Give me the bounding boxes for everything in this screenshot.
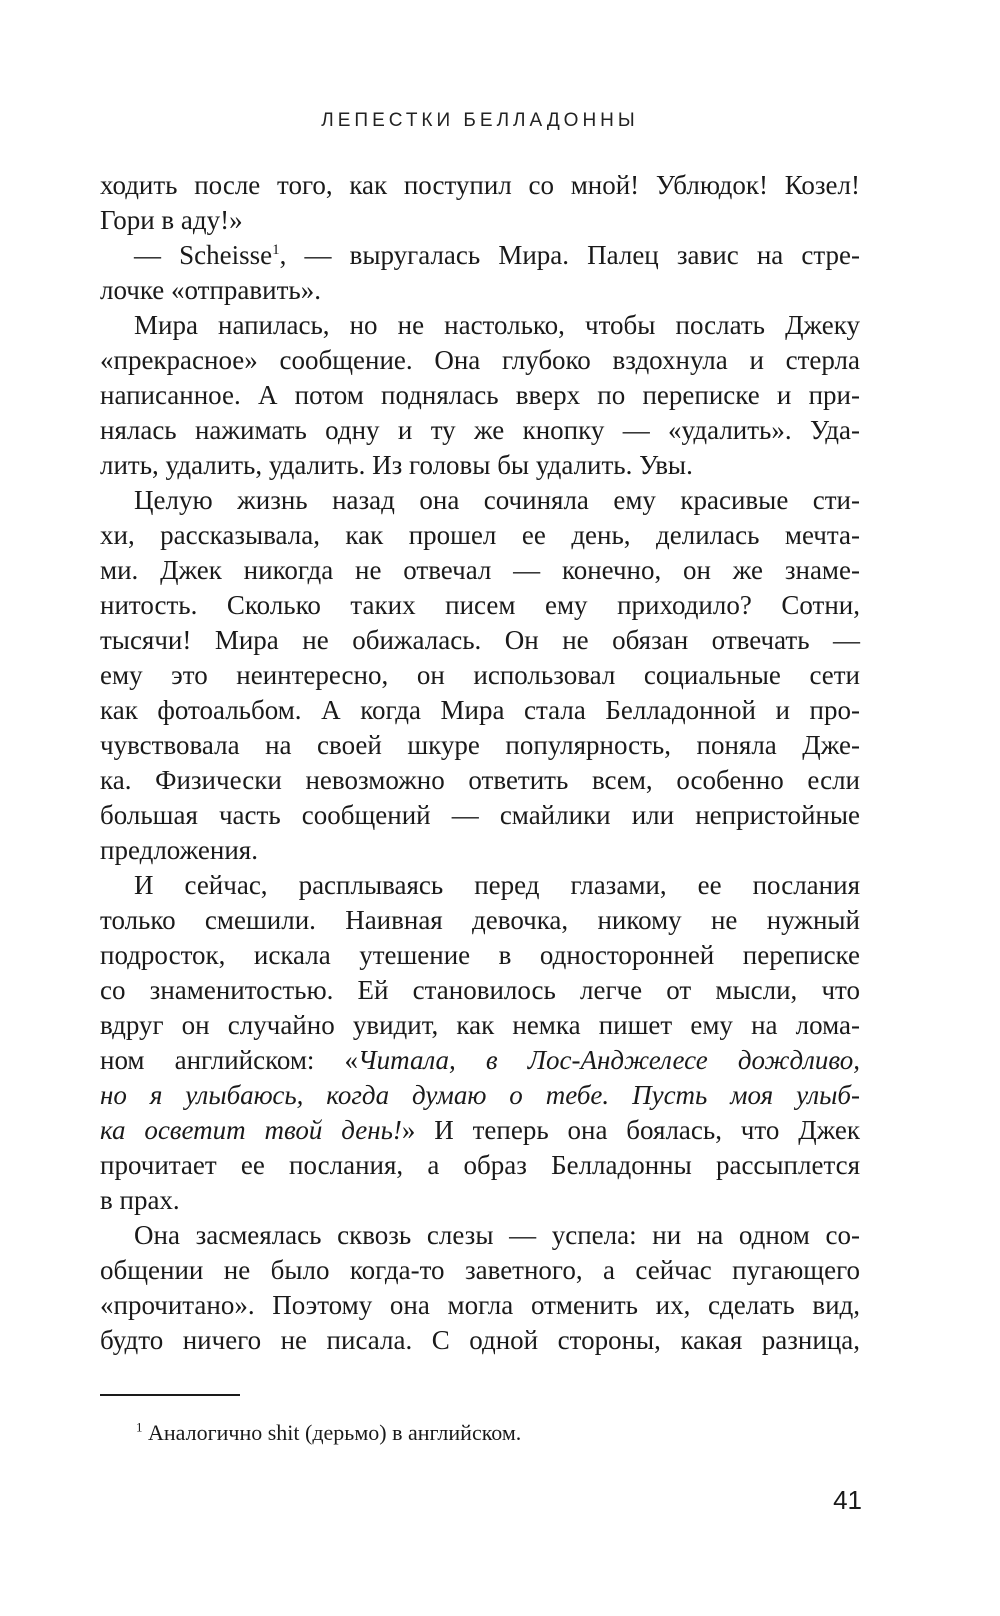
- text-line: Мира напилась, но не настолько, чтобы послать Джеку: [134, 310, 860, 340]
- text-line: ему это неинтересно, он использовал социальные сети: [100, 660, 860, 690]
- text-line: «прекрасное» сообщение. Она глубоко вздохнула и стерла: [100, 345, 860, 375]
- footnote: [136, 1418, 836, 1448]
- quoted-message: но я улыбаюсь, когда думаю о тебе. Пусть моя улыб-: [100, 1080, 860, 1110]
- text-segment: » И теперь она боялась, что Джек: [401, 1115, 861, 1145]
- quoted-message: Читала, в Лос-Анджелесе дождливо,: [358, 1045, 860, 1075]
- text-line: чувствовала на своей шкуре популярность, поняла Дже-: [100, 730, 860, 760]
- text-line: лить, удалить, удалить. Из головы бы удалить. Увы.: [100, 450, 693, 480]
- text-line: [100, 1043, 860, 1078]
- text-line: [100, 1078, 860, 1113]
- text-line: [100, 238, 860, 273]
- text-line: общении не было когда-то заветного, а сейчас пугающего: [100, 1255, 860, 1285]
- text-line: ми. Джек никогда не отвечал — конечно, он же знаме-: [100, 555, 860, 585]
- text-line: Она засмеялась сквозь слезы — успела: ни на одном со-: [134, 1220, 860, 1250]
- text-line: лочке «отправить».: [100, 275, 321, 305]
- text-line: только смешили. Наивная девочка, никому не нужный: [100, 905, 860, 935]
- running-head: ЛЕПЕСТКИ БЕЛЛАДОННЫ: [321, 110, 639, 131]
- dialogue-start: — Scheisse: [134, 240, 273, 270]
- text-line: ходить после того, как поступил со мной! Ублюдок! Козел!: [100, 170, 860, 200]
- text-line: И сейчас, расплываясь перед глазами, ее послания: [134, 870, 860, 900]
- body-text: [100, 168, 860, 1358]
- text-line: написанное. А потом поднялась вверх по переписке и при-: [100, 380, 860, 410]
- quoted-message: ка осветит твой день!: [100, 1115, 402, 1145]
- text-line: со знаменитостью. Ей становилось легче от мысли, что: [100, 975, 860, 1005]
- text-line: прочитает ее послания, а образ Белладонны рассыплется: [100, 1150, 860, 1180]
- text-line: предложения.: [100, 835, 258, 865]
- footnote-text: Аналогично shit (дерьмо) в английском.: [148, 1420, 522, 1445]
- text-line: ка. Физически невозможно ответить всем, особенно если: [100, 765, 860, 795]
- text-line: Целую жизнь назад она сочиняла ему красивые сти-: [134, 485, 860, 515]
- text-line: хи, рассказывала, как прошел ее день, делилась мечта-: [100, 520, 860, 550]
- text-line: тысячи! Мира не обижалась. Он не обязан отвечать —: [100, 625, 860, 655]
- dialogue-rest: , — выругалась Мира. Палец завис на стре-: [279, 240, 860, 270]
- text-line: в прах.: [100, 1185, 180, 1215]
- footnote-divider: [100, 1394, 240, 1396]
- text-line: «прочитано». Поэтому она могла отменить их, сделать вид,: [100, 1290, 860, 1320]
- footnote-reference: 1: [272, 242, 280, 258]
- text-line: подросток, искала утешение в односторонней переписке: [100, 940, 860, 970]
- text-line: как фотоальбом. А когда Мира стала Белладонной и про-: [100, 695, 860, 725]
- text-line: нитость. Сколько таких писем ему приходило? Сотни,: [100, 590, 860, 620]
- text-line: вдруг он случайно увидит, как немка пишет ему на лома-: [100, 1010, 860, 1040]
- footnote-marker: 1: [136, 1419, 143, 1435]
- page-number: 41: [833, 1485, 862, 1515]
- text-line: [100, 1113, 860, 1148]
- text-line: нялась нажимать одну и ту же кнопку — «удалить». Уда-: [100, 415, 860, 445]
- text-segment: ном английском: «: [100, 1045, 359, 1075]
- text-line: Гори в аду!»: [100, 205, 243, 235]
- text-line: будто ничего не писала. С одной стороны, какая разница,: [100, 1325, 860, 1355]
- text-line: большая часть сообщений — смайлики или непристойные: [100, 800, 860, 830]
